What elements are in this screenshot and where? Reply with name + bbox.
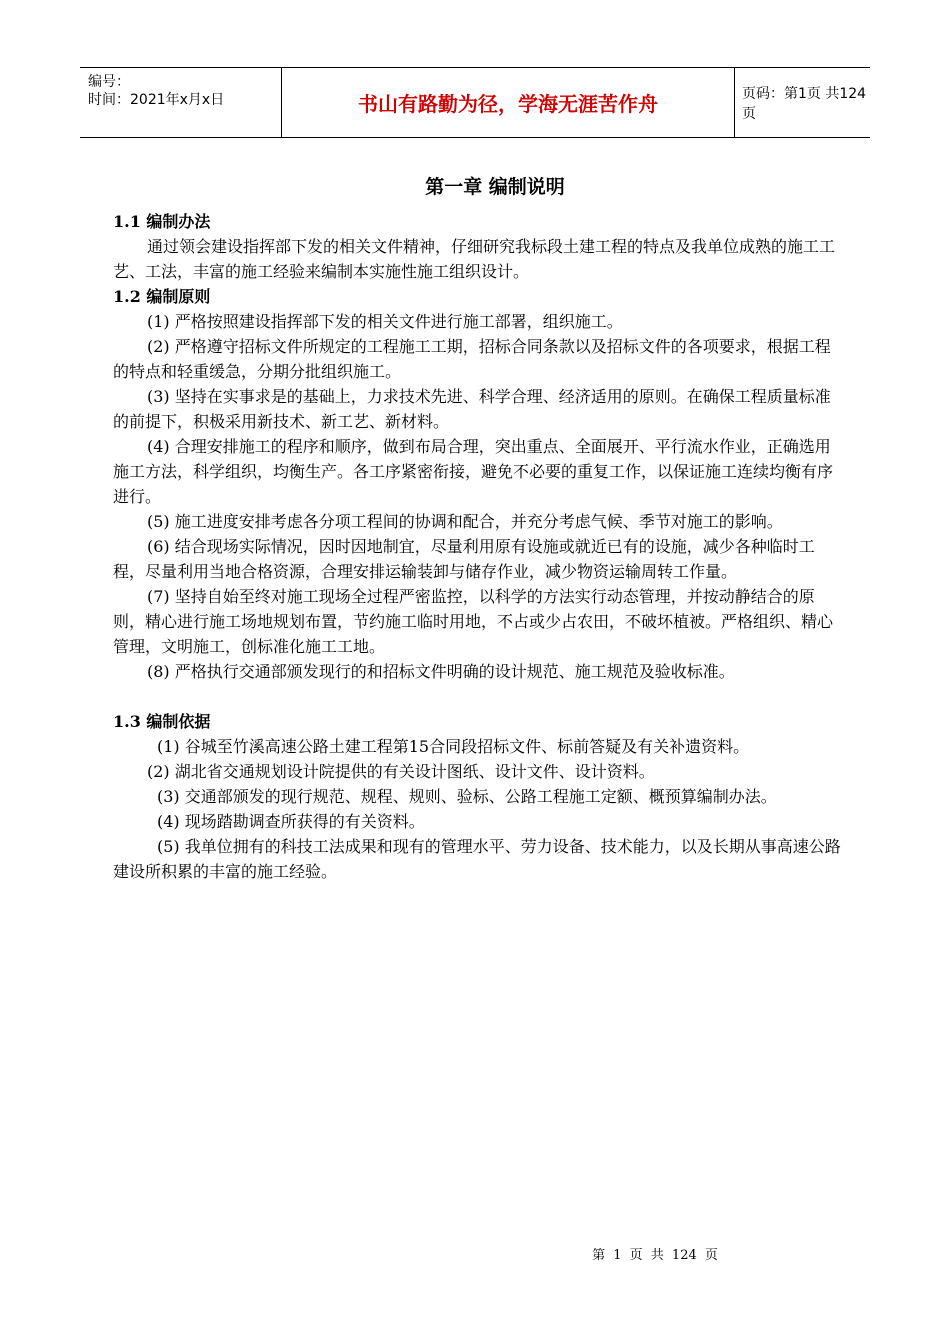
list-item: (3) 坚持在实事求是的基础上，力求技术先进、科学合理、经济适用的原则。在确保工程质量标准的前提下，积极采用新技术、新工艺、新材料。 [113, 387, 831, 431]
header-left-cell [80, 68, 281, 137]
list-item: (3) 交通部颁发的现行规范、规程、规则、验标、公路工程施工定额、概预算编制办法。 [157, 787, 777, 806]
page-header [80, 67, 870, 138]
header-page-info: 页码：第1页 共124页 [742, 85, 867, 122]
section-heading: 1.2 编制原则 [113, 287, 211, 306]
document-body [113, 209, 843, 884]
list-item: (8) 严格执行交通部颁发现行的和招标文件明确的设计规范、施工规范及验收标准。 [147, 662, 735, 681]
list-item: (4) 现场踏勘调查所获得的有关资料。 [157, 812, 425, 831]
list-item: (4) 合理安排施工的程序和顺序，做到布局合理，突出重点、全面展开、平行流水作业，正确选用施工方法，科学组织，均衡生产。各工序紧密衔接，避免不必要的重复工作，以保证施工连续均衡有序进行。 [113, 437, 834, 506]
list-item: (2) 湖北省交通规划设计院提供的有关设计图纸、设计文件、设计资料。 [147, 762, 655, 781]
section-heading: 1.1 编制办法 [113, 212, 211, 231]
page-footer: 第 1 页 共 124 页 [592, 1248, 718, 1263]
list-item: (1) 谷城至竹溪高速公路土建工程第15合同段招标文件、标前答疑及有关补遗资料。 [157, 737, 750, 756]
list-item: (2) 严格遵守招标文件所规定的工程施工工期，招标合同条款以及招标文件的各项要求，根据工程的特点和轻重缓急，分期分批组织施工。 [113, 337, 831, 381]
list-item: (1) 严格按照建设指挥部下发的相关文件进行施工部署，组织施工。 [147, 312, 623, 331]
spacer [113, 684, 843, 709]
paragraph: 通过领会建设指挥部下发的相关文件精神，仔细研究我标段土建工程的特点及我单位成熟的施工工艺、工法，丰富的施工经验来编制本实施性施工组织设计。 [113, 237, 836, 281]
list-item: (5) 我单位拥有的科技工法成果和现有的管理水平、劳力设备、技术能力，以及长期从事高速公路建设所积累的丰富的施工经验。 [113, 837, 841, 881]
list-item: (7) 坚持自始至终对施工现场全过程严密监控，以科学的方法实行动态管理，并按动静结合的原则，精心进行施工场地规划布置，节约施工临时用地，不占或少占农田，不破坏植被。严格组织、精心管理，文明施工，创标准化施工工地。 [113, 587, 834, 656]
list-item: (6) 结合现场实际情况，因时因地制宜，尽量利用原有设施或就近已有的设施，减少各种临时工程，尽量利用当地合格资源，合理安排运输装卸与储存作业，减少物资运输周转工作量。 [113, 537, 815, 581]
chapter-title: 第一章 编制说明 [425, 176, 565, 198]
section-heading: 1.3 编制依据 [113, 712, 211, 731]
serial-label: 编号： [88, 74, 130, 90]
time-label: 时间：2021年x月x日 [88, 92, 225, 108]
header-motto: 书山有路勤为径，学海无涯苦作舟 [281, 68, 735, 137]
list-item: (5) 施工进度安排考虑各分项工程间的协调和配合，并充分考虑气候、季节对施工的影响。 [147, 512, 783, 531]
